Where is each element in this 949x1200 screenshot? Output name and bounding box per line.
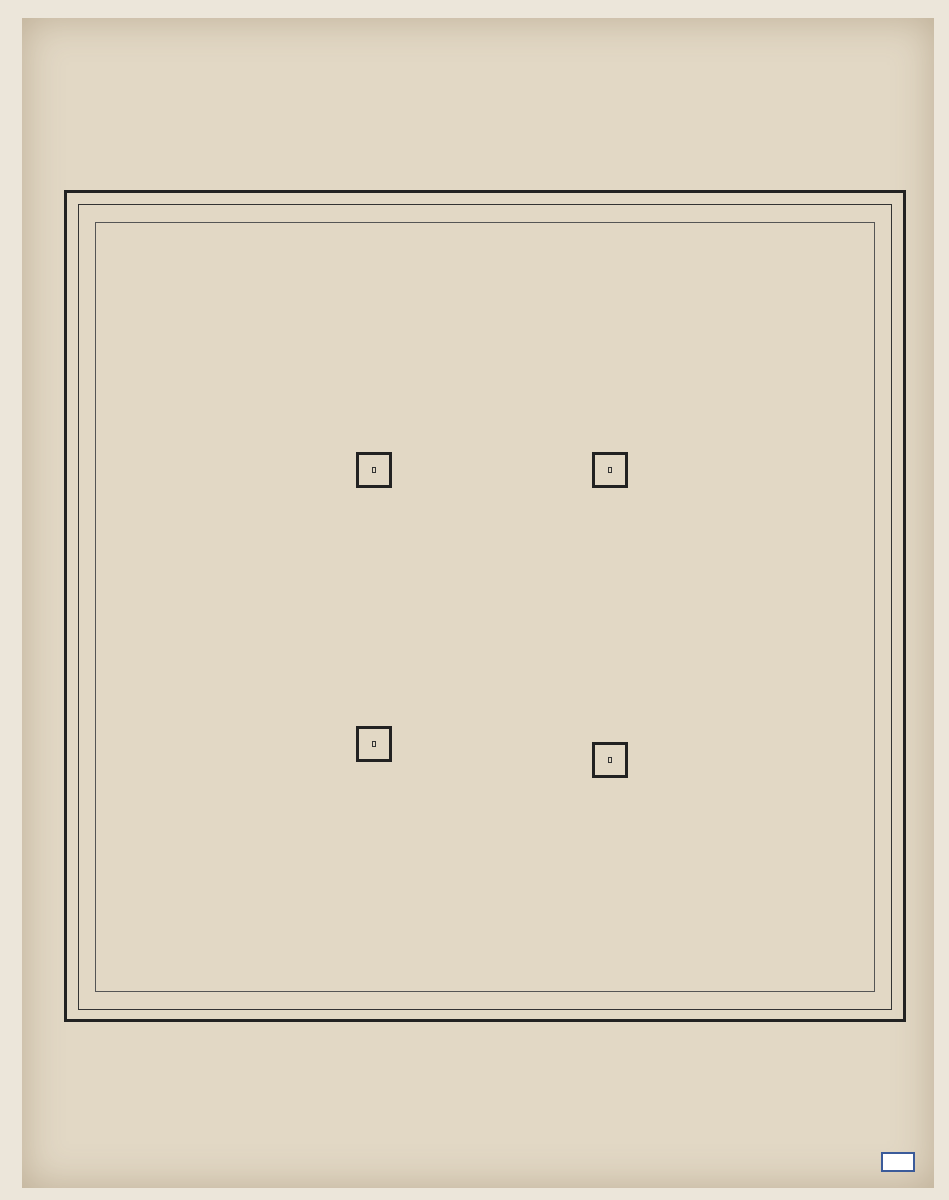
sarkophag-box <box>356 452 392 488</box>
archive-stamp <box>881 1152 915 1172</box>
sarkophag-box <box>356 726 392 762</box>
crypt-plan-vault <box>95 222 875 992</box>
sarkophag-box <box>592 742 628 778</box>
sarkophag-box <box>592 452 628 488</box>
